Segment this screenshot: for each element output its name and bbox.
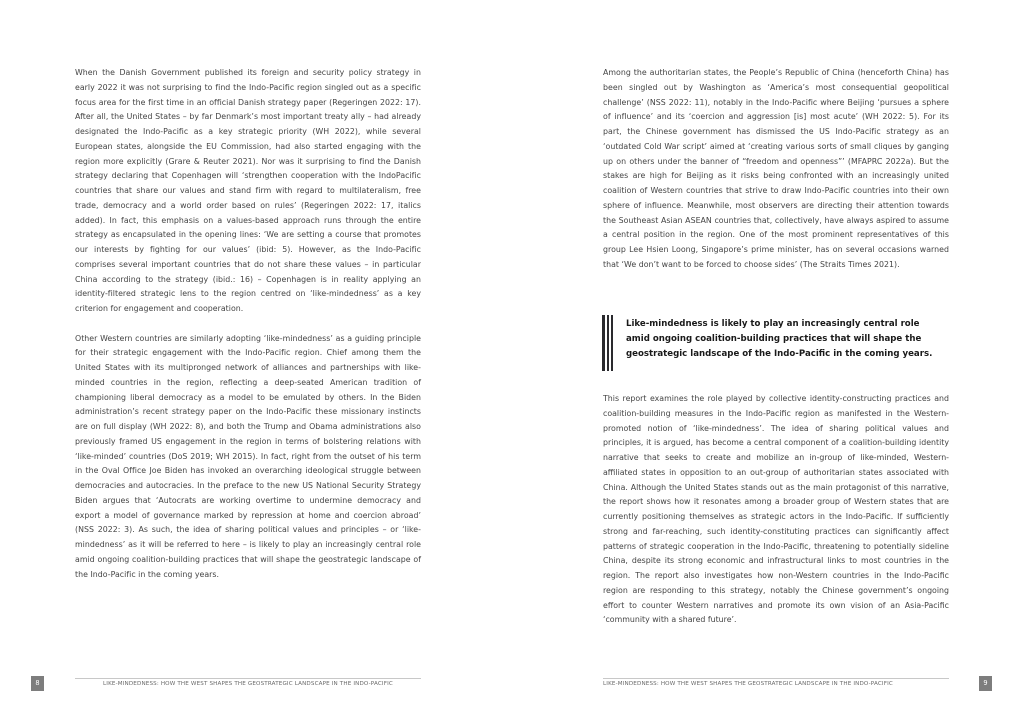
pull-quote-bars-icon [602,315,614,371]
right-paragraph-2: This report examines the role played by collective identity-constructing practices and coalition-building measures in the Indo-Pacific region as manifested in the Western-promoted notion of ‘like-mindedness’. The idea of sharing political values and principles, it is argued, has become a central component of a coalition-building identity narrative that seeks to create and mobilize an in-group of like-minded, Western-affiliated states in opposition to an out-group of authoritarian states associated with China. Although the United States stands out as the main protagonist of this narrative, the report shows how it resonates among a broader group of Western states that are currently positioning themselves as strategic actors in the Indo-Pacific. If sufficiently strong and far-reaching, such identity-constituting practices can significantly affect patterns of strategic cooperation in the Indo-Pacific, threatening to potentially sideline China, despite its strong economic and infrastructural links to most countries in the region. The report also investigates how non-Western countries in the Indo-Pacific region are responding to this strategy, notably the Chinese government’s ongoing effort to counter Western narratives and promote its own vision of an Asia-Pacific ‘community with a shared future’. [603,394,949,625]
footer-running-title-left: LIKE-MINDEDNESS: HOW THE WEST SHAPES THE GEOSTRATEGIC LANDSCAPE IN THE INDO-PACIFIC [103,681,393,687]
footer-rule-right [603,678,949,679]
footer-running-title-right: LIKE-MINDEDNESS: HOW THE WEST SHAPES THE GEOSTRATEGIC LANDSCAPE IN THE INDO-PACIFIC [603,681,893,687]
left-page-body [75,66,421,582]
pull-quote-text: Like-mindedness is likely to play an increasingly central role amid ongoing coalition-building practices that will shape the geostrategic landscape of the Indo-Pacific in the coming years. [626,319,933,360]
right-page-body-top [603,66,949,273]
left-paragraph-2: Other Western countries are similarly adopting ‘like-mindedness’ as a guiding principle for their strategic engagement with the Indo-Pacific region. Chief among them the United States with its multipronged network of alliances and partnerships with like-minded countries in the region, reflecting a deep-seated American tradition of championing liberal democracy as a model to be emulated by others. In the Biden administration’s recent strategy paper on the Indo-Pacific these missionary instincts are on full display (WH 2022: 8), and both the Trump and Obama administrations also previously framed US engagement in the region in terms of bolstering relations with ‘like-minded’ countries (DoS 2019; WH 2015). In fact, right from the outset of his term in the Oval Office Joe Biden has invoked an overarching ideological struggle between democracies and autocracies. In the preface to the new US National Security Strategy Biden argues that ‘Autocrats are working overtime to undermine democracy and export a model of governance marked by repression at home and coercion abroad’ (NSS 2022: 3). As such, the idea of sharing political values and principles – or ‘like-mindedness’ as it will be referred to here – is likely to play an increasingly central role amid ongoing coalition-building practices that will shape the geostrategic landscape of the Indo-Pacific in the coming years. [75,333,421,579]
page-number-right: 9 [979,676,992,691]
footer-rule-left [75,678,421,679]
page-number-left: 8 [31,676,44,691]
right-page-body-bottom [603,392,949,628]
pull-quote [602,315,948,371]
left-paragraph-1: When the Danish Government published its foreign and security policy strategy in early 2022 it was not surprising to find the Indo-Pacific region singled out as a specific focus area for the first time in an official Danish strategy paper (Regeringen 2022: 17). After all, the United States – by far Denmark’s most important treaty ally – had already designated the Indo-Pacific as a key strategic priority (WH 2022), while several European states, alongside the EU Commission, had also started engaging with the region more explicitly (Grare & Reuter 2021). Nor was it surprising to find the Danish strategy declaring that Copenhagen will ‘strengthen cooperation with the IndoPacific countries that share our values and stand firm with regard to multilateralism, free trade, democracy and a world order based on rules’ (Regeringen 2022: 17, italics added). In fact, this emphasis on a values-based approach runs through the entire strategy as encapsulated in the opening lines: ‘We are setting a course that promotes our interests by fighting for our values’ (ibid: 5). However, as the Indo-Pacific comprises several important countries that do not share these values – in particular China according to the strategy (ibid.: 16) – Copenhagen is in reality applying an identity-filtered strategic lens to the region centred on ‘like-mindedness’ as a key criterion for engagement and cooperation. [75,68,421,313]
right-paragraph-1: Among the authoritarian states, the People’s Republic of China (henceforth China) has been singled out by Washington as ‘America’s most consequential geopolitical challenge’ (NSS 2022: 11), notably in the Indo-Pacific where Beijing ‘pursues a sphere of influence’ and its ‘coercion and aggression [is] most acute’ (WH 2022: 5). For its part, the Chinese government has dismissed the US Indo-Pacific strategy as an ‘outdated Cold War script’ aimed at ‘creating various sorts of small cliques by ganging up on others under the banner of “freedom and openness”’ (MFAPRC 2022a). But the stakes are high for Beijing as it risks being confronted with an increasingly united coalition of Western countries that strive to draw Indo-Pacific countries into their own sphere of influence. Meanwhile, most observers are directing their attention towards the Southeast Asian ASEAN countries that, collectively, have always aspired to assume a central position in the region. One of the most prominent representatives of this group Lee Hsien Loong, Singapore’s prime minister, has on several occasions warned that ‘We don’t want to be forced to choose sides’ (The Straits Times 2021). [603,68,949,269]
